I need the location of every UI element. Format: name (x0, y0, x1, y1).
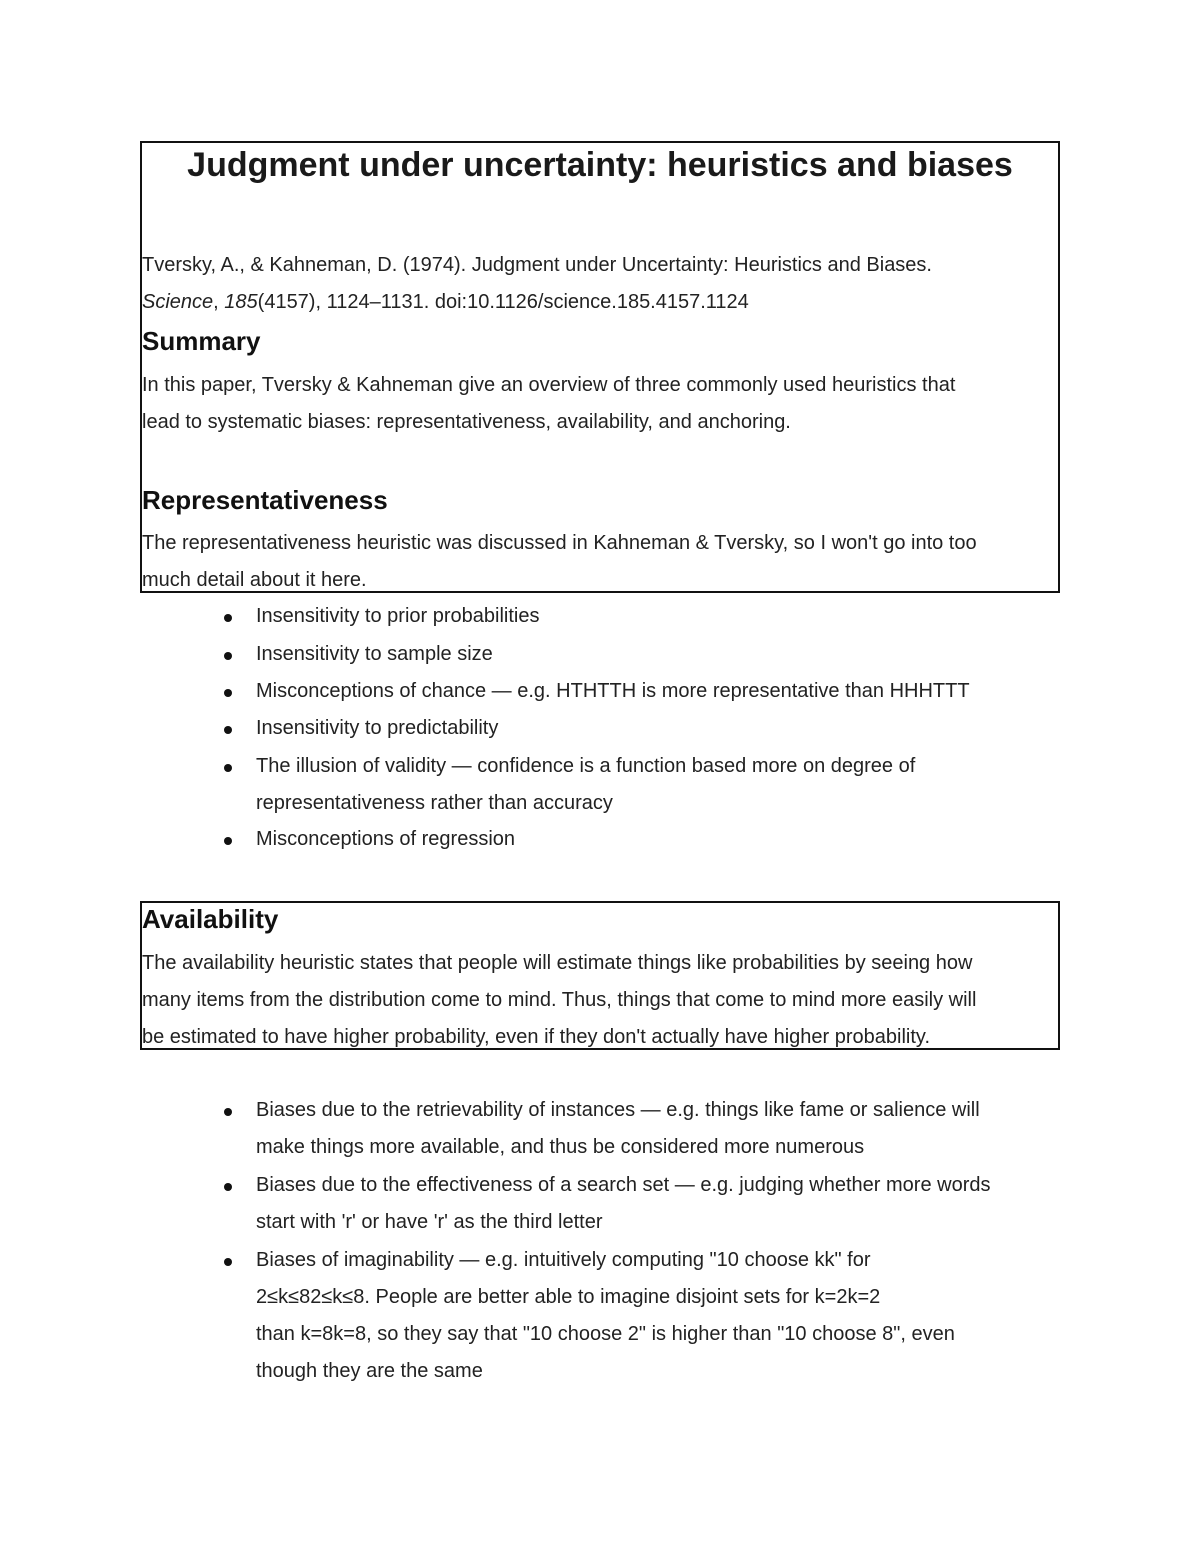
availability-box (140, 901, 1060, 1050)
bullet-icon (224, 764, 232, 772)
bullet-icon (224, 614, 232, 622)
representativeness-line-1: The representativeness heuristic was discussed in Kahneman & Tversky, so I won't go into too (142, 532, 977, 554)
citation-separator: , (213, 291, 225, 313)
bullet-icon (224, 1258, 232, 1266)
summary-heading: Summary (142, 326, 261, 356)
list-item-continuation: make things more available, and thus be considered more numerous (256, 1136, 865, 1158)
bullet-icon (224, 652, 232, 660)
list-item-continuation: representativeness rather than accuracy (256, 792, 613, 814)
bullet-icon (224, 1183, 232, 1191)
bullet-icon (224, 1108, 232, 1116)
bullet-icon (224, 689, 232, 697)
list-item: Misconceptions of regression (256, 828, 516, 850)
representativeness-heading: Representativeness (142, 485, 388, 515)
list-item-continuation: start with 'r' or have 'r' as the third letter (256, 1211, 603, 1233)
header-summary-box (140, 141, 1060, 593)
list-item: Biases due to the effectiveness of a search set — e.g. judging whether more words (256, 1174, 991, 1196)
list-item: Insensitivity to prior probabilities (256, 605, 540, 627)
list-item: Insensitivity to predictability (256, 717, 499, 739)
bullet-icon (224, 837, 232, 845)
list-item: Biases of imaginability — e.g. intuitively computing "10 choose kk" for (256, 1249, 871, 1271)
list-item: Insensitivity to sample size (256, 643, 493, 665)
availability-line-3: be estimated to have higher probability, even if they don't actually have higher probability. (142, 1026, 930, 1048)
availability-heading: Availability (142, 904, 279, 934)
citation-rest: (4157), 1124–1131. doi:10.1126/science.185.4157.1124 (257, 291, 749, 313)
list-item-continuation: than k=8k=8, so they say that "10 choose 2" is higher than "10 choose 8", even (256, 1323, 955, 1345)
availability-line-2: many items from the distribution come to mind. Thus, things that come to mind more easily will (142, 989, 977, 1011)
citation-line-2 (142, 284, 749, 321)
availability-line-1: The availability heuristic states that people will estimate things like probabilities by seeing how (142, 952, 973, 974)
summary-line-2: lead to systematic biases: representativeness, availability, and anchoring. (142, 411, 791, 433)
document-title: Judgment under uncertainty: heuristics and biases (187, 146, 1013, 184)
bullet-icon (224, 726, 232, 734)
representativeness-line-2: much detail about it here. (142, 569, 367, 591)
citation-journal: Science (142, 291, 214, 313)
citation-volume: 185 (224, 291, 258, 313)
summary-line-1: In this paper, Tversky & Kahneman give an overview of three commonly used heuristics that (142, 374, 956, 396)
list-item: Misconceptions of chance — e.g. HTHTTH is more representative than HHHTTT (256, 680, 970, 702)
list-item-continuation: 2≤k≤82≤k≤8. People are better able to imagine disjoint sets for k=2k=2 (256, 1286, 881, 1308)
list-item-continuation: though they are the same (256, 1360, 483, 1382)
citation-line-1: Tversky, A., & Kahneman, D. (1974). Judgment under Uncertainty: Heuristics and Biases. (142, 254, 932, 276)
list-item: Biases due to the retrievability of instances — e.g. things like fame or salience will (256, 1099, 980, 1121)
list-item: The illusion of validity — confidence is a function based more on degree of (256, 755, 916, 777)
